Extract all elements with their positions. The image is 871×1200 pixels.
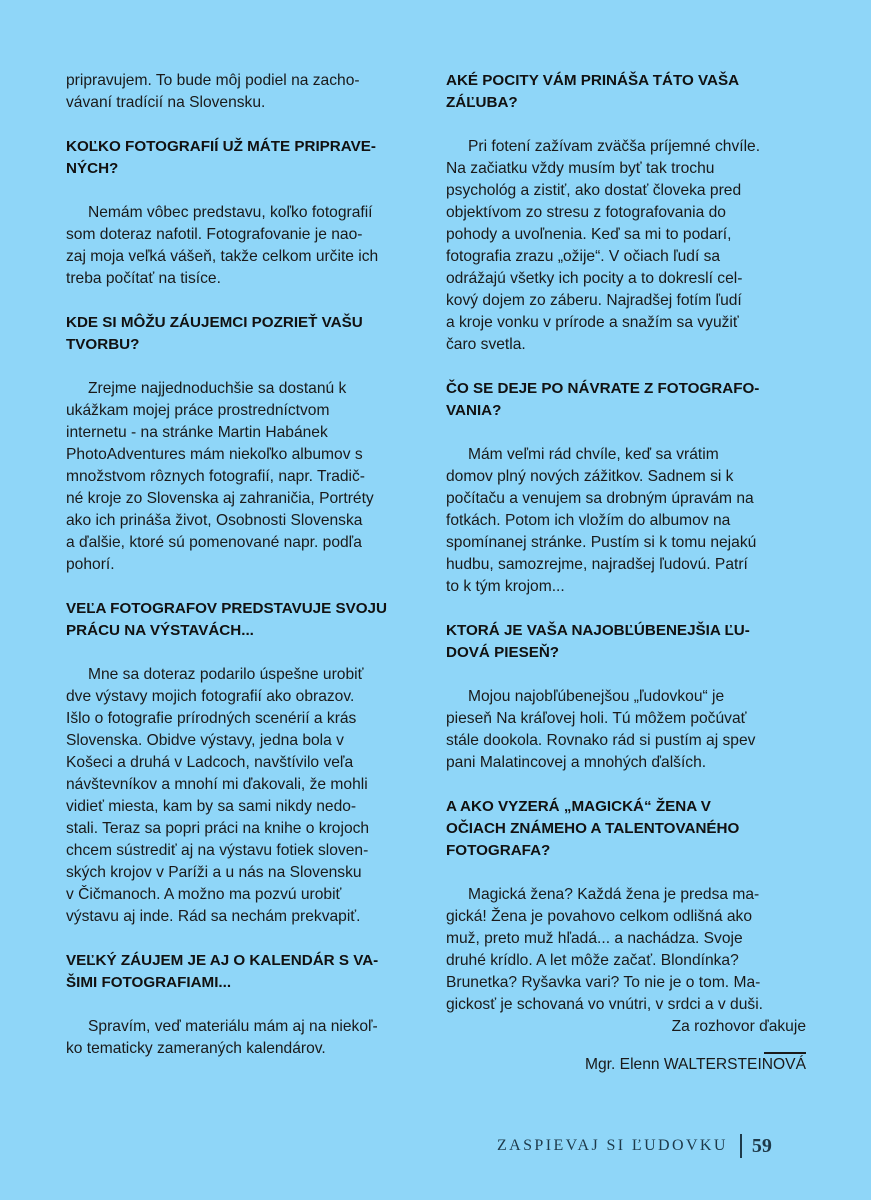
page-number: 59 — [751, 1134, 772, 1157]
question-heading: A AKO VYZERÁ „MAGICKÁ“ ŽENA V OČIACH ZNÁMEHO A TALENTOVANÉHO FOTOGRAFA? — [446, 798, 740, 859]
magazine-title: ZASPIEVAJ SI ĽUDOVKU — [497, 1137, 728, 1154]
footer-divider — [740, 1134, 742, 1158]
question-heading: VEĽKÝ ZÁUJEM JE AJ O KALENDÁR S VA- ŠIMI FOTOGRAFIAMI... — [66, 952, 379, 991]
page-footer — [497, 1134, 797, 1158]
answer-paragraph: Mám veľmi rád chvíle, keď sa vrátim domov plný nových zážitkov. Sadnem si k počítaču a venujem sa drobným úpravám na fotkách. Potom ich vložím do albumov na spomínanej stránke. Pustím si k tomu nejakú hudbu, samozrejme, najradšej ľudovú. Patrí to k tým krojom... — [446, 446, 757, 595]
author-signature: Mgr. Elenn WALTERSTEINOVÁ — [585, 1056, 806, 1073]
right-column — [446, 70, 806, 1076]
answer-paragraph: Magická žena? Každá žena je predsa ma- gická! Žena je povahovo celkom odlišná ako muž, preto muž hľadá... a nachádza. Svoje druhé krídlo. A let môže začať. Blondínka? Brunetka? Ryšavka vari? To nie je o tom. Ma- gickosť je schovaná vo vnútri, v srdci a v duši. — [446, 886, 763, 1013]
answer-paragraph: Mne sa doteraz podarilo úspešne urobiť dve výstavy mojich fotografií ako obrazov. Išlo o fotografie prírodných scenérií a krás Slovenska. Obidve výstavy, jedna bola v Košeci a druhá v Ladcoch, navštívilo veľa návštevníkov a mnohí mi ďakovali, že mohli vidieť miesta, kam by sa sami nikdy nedo- stali. Teraz sa popri práci na knihe o krojoch chcem sústrediť aj na výstavu fotiek sloven- ských krojov v Paríži a u nás na Slovensku v Čičmanoch. A možno ma pozvú urobiť výstavu aj inde. Rád sa nechám prekvapiť. — [66, 666, 370, 925]
question-heading: AKÉ POCITY VÁM PRINÁŠA TÁTO VAŠA ZÁĽUBA? — [446, 72, 740, 111]
thanks-line: Za rozhovor ďakuje — [671, 1018, 806, 1035]
question-heading: KOĽKO FOTOGRAFIÍ UŽ MÁTE PRIPRAVE- NÝCH? — [66, 138, 376, 177]
answer-paragraph: Zrejme najjednoduchšie sa dostanú k ukážkam mojej práce prostredníctvom internetu - na stránke Martin Habánek PhotoAdventures mám niekoľko albumov s množstvom rôznych fotografií, napr. Tradič- né kroje zo Slovenska aj zahraničia, Portréty ako ich prináša život, Osobnosti Slovenska a ďalšie, ktoré sú pomenované napr. podľa pohorí. — [66, 380, 374, 573]
left-column — [66, 70, 423, 1060]
question-heading: KDE SI MÔŽU ZÁUJEMCI POZRIEŤ VAŠU TVORBU? — [66, 314, 363, 353]
answer-paragraph: Spravím, veď materiálu mám aj na niekoľ- ko tematicky zameraných kalendárov. — [66, 1018, 378, 1057]
question-heading: VEĽA FOTOGRAFOV PREDSTAVUJE SVOJU PRÁCU NA VÝSTAVÁCH... — [66, 600, 387, 639]
question-heading: ČO SE DEJE PO NÁVRATE Z FOTOGRAFO- VANIA? — [446, 380, 760, 419]
intro-paragraph: pripravujem. To bude môj podiel na zacho- vávaní tradícií na Slovensku. — [66, 72, 360, 111]
answer-paragraph: Mojou najobľúbenejšou „ľudovkou“ je pieseň Na kráľovej holi. Tú môžem počúvať stále dookola. Rovnako rád si pustím aj spev pani Malatincovej a mnohých ďalších. — [446, 688, 756, 771]
answer-paragraph: Nemám vôbec predstavu, koľko fotografií som doteraz nafotil. Fotografovanie je nao- zaj moja veľká vášeň, takže celkom určite ich treba počítať na tisíce. — [66, 204, 379, 287]
question-heading: KTORÁ JE VAŠA NAJOBĽÚBENEJŠIA ĽU- DOVÁ PIESEŇ? — [446, 622, 750, 661]
answer-paragraph: Pri fotení zažívam zväčša príjemné chvíle. Na začiatku vždy musím byť tak trochu psychológ a zistiť, ako dostať človeka pred objektívom zo stresu z fotografovania do pohody a uvoľnenia. Keď sa mi to podarí, fotografia zrazu „ožije“. V očiach ľudí sa odrážajú všetky ich pocity a to dokreslí cel- kový dojem zo záberu. Najradšej fotím ľudí a kroje vonku v prírode a snažím sa využiť čaro svetla. — [446, 138, 761, 353]
